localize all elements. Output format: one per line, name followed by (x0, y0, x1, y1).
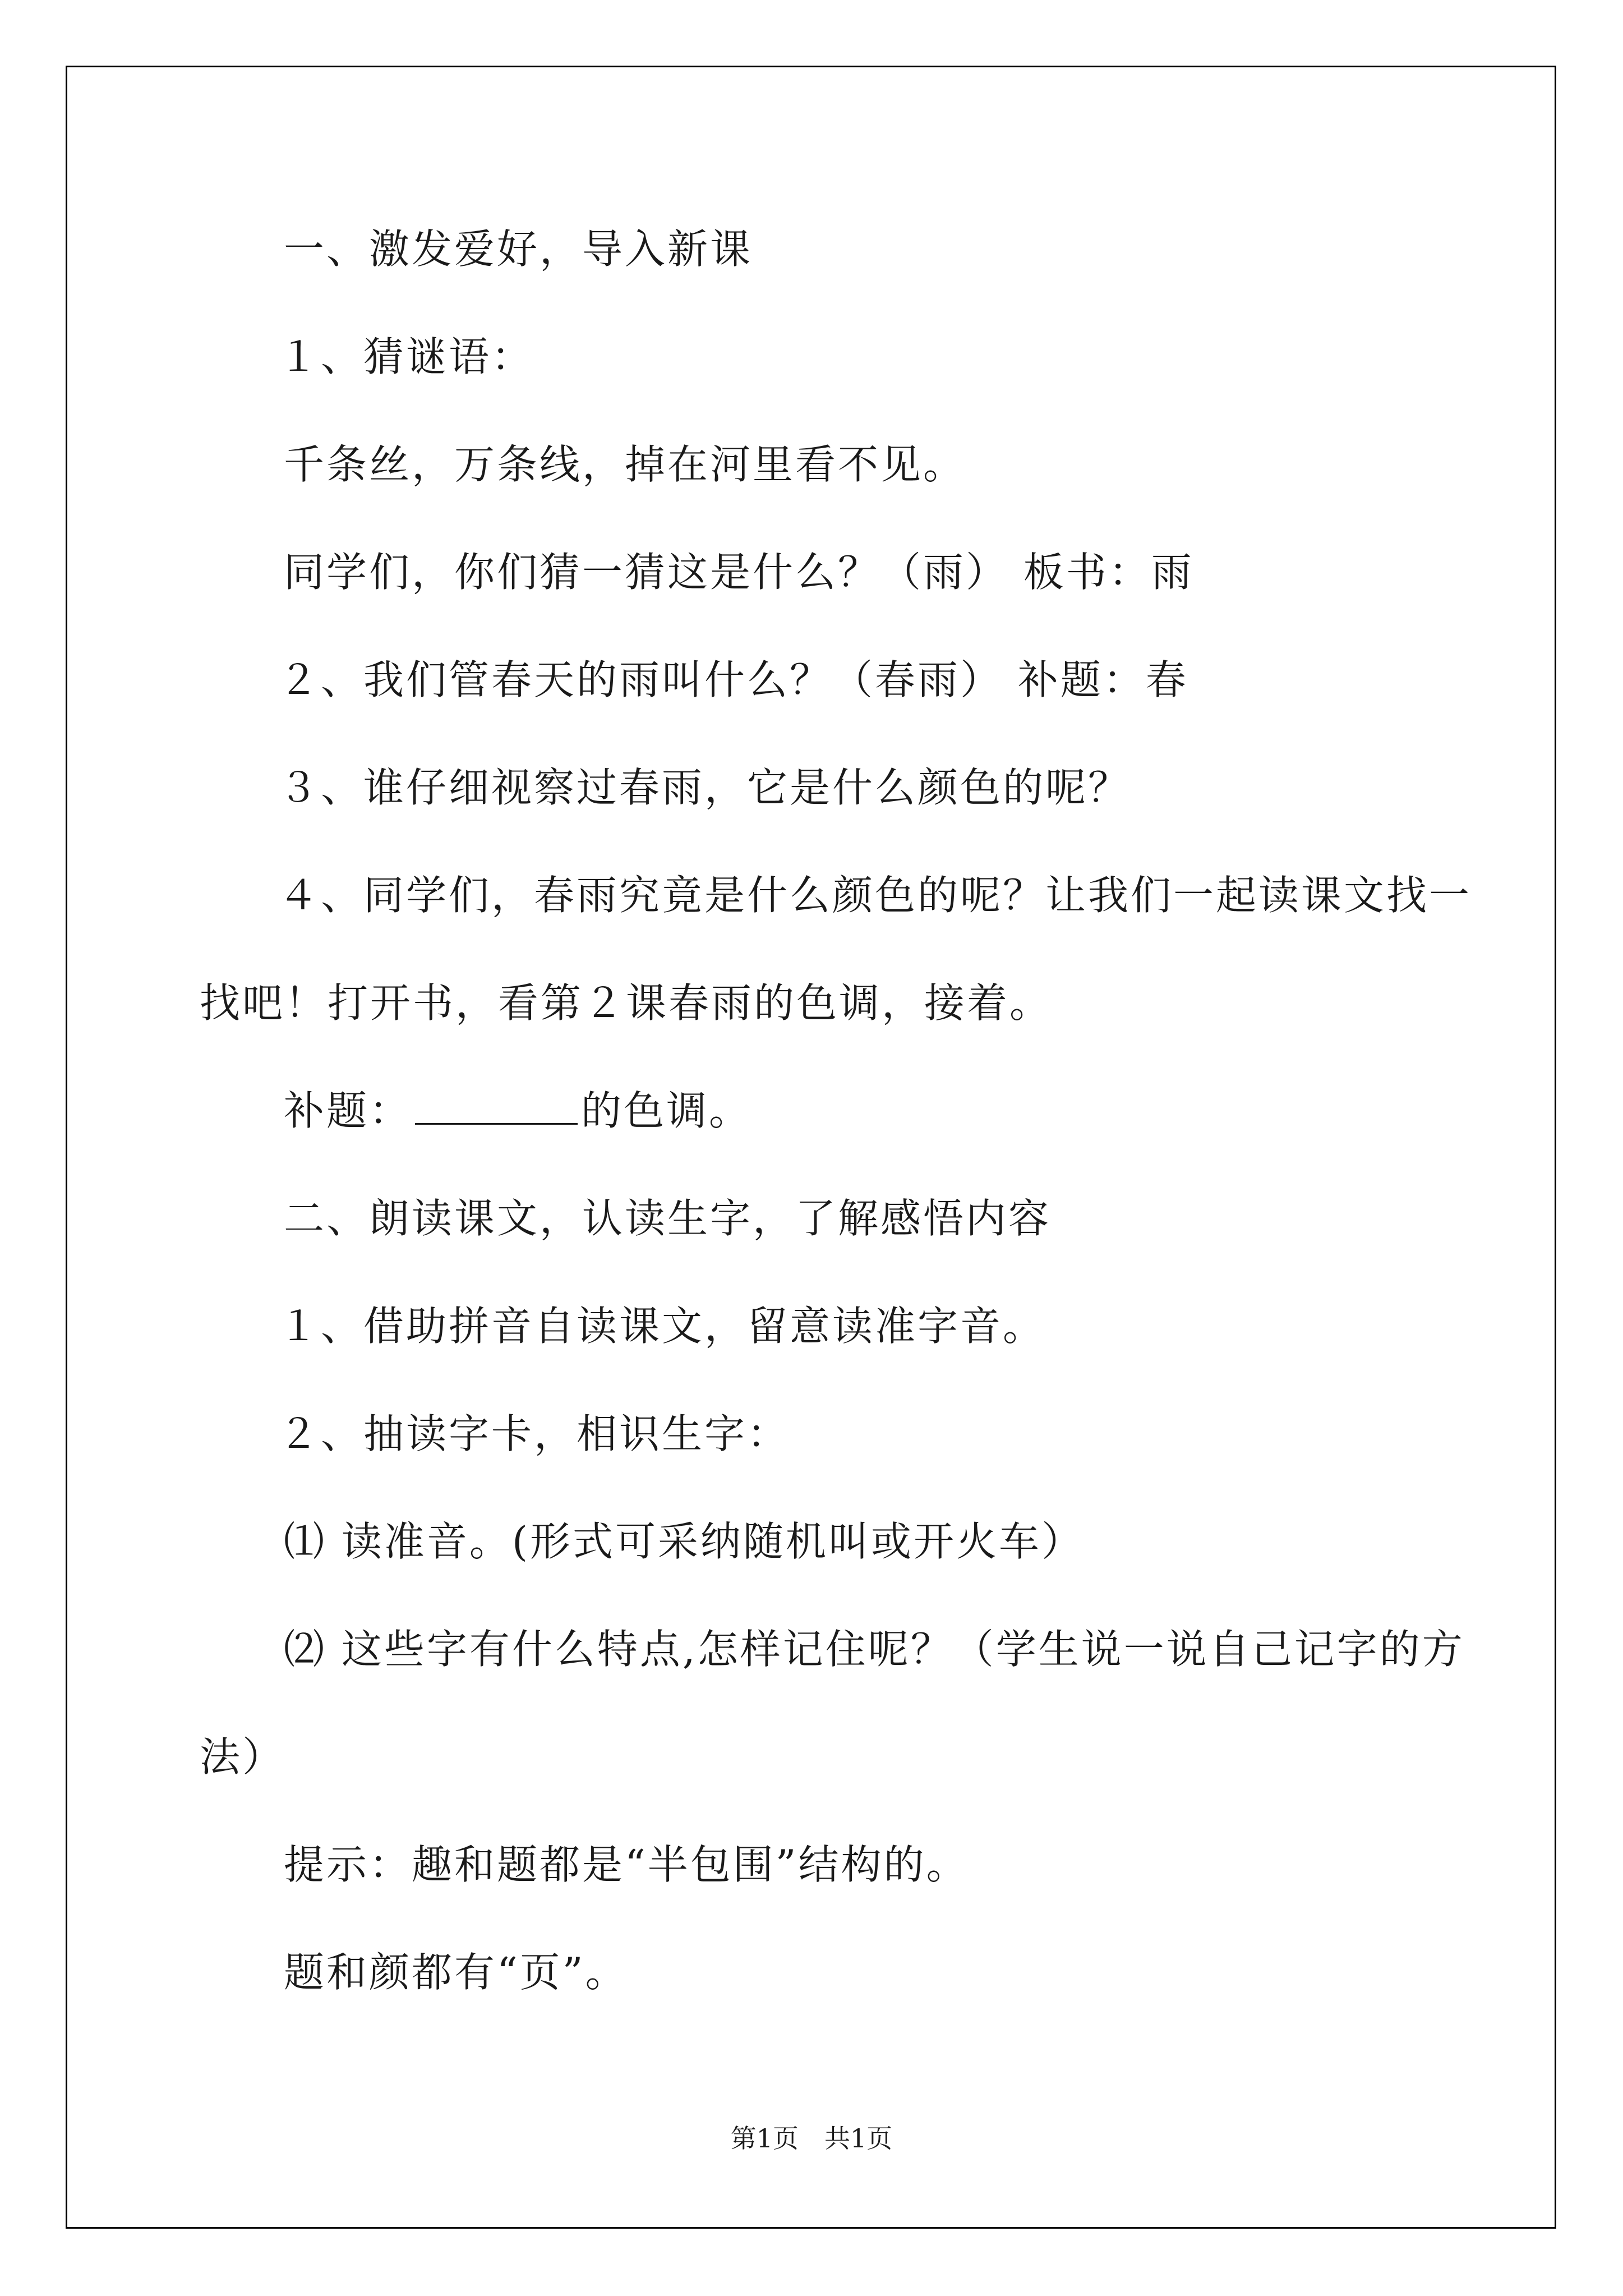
page-border (66, 66, 1556, 2229)
paragraph-fill-blank (284, 1084, 751, 1138)
paragraph-read-text-1: ４、同学们，春雨究竟是什么颜色的呢？让我们一起读课文找一 (278, 872, 1472, 919)
paragraph-guess: 同学们，你们猜一猜这是什么？（雨） 板书：雨 (284, 549, 1194, 596)
paragraph-features-2: 法） (200, 1733, 285, 1780)
fill-blank-prefix: 补题： (284, 1087, 412, 1134)
paragraph-features-1: ⑵ 这些字有什么特点,怎样记住呢？（学生说一说自己记字的方 (284, 1626, 1465, 1673)
paragraph-read-sound: ⑴ 读准音。(形式可采纳随机叫或开火车） (284, 1518, 1084, 1565)
paragraph-observe: ３、谁仔细视察过春雨，它是什么颜色的呢？ (278, 764, 1131, 811)
paragraph-hint: 提示：趣和题都是“半包围”结构的。 (284, 1841, 969, 1888)
page-footer: 第1页 共1页 (730, 2123, 893, 2154)
paragraph-read-text-2: 找吧！打开书，看第２课春雨的色调，接着。 (200, 979, 1053, 1027)
paragraph-spring-rain: ２、我们管春天的雨叫什么？（春雨） 补题：春 (278, 656, 1188, 703)
fill-blank-suffix: 的色调。 (581, 1087, 752, 1134)
paragraph-page-radical: 题和颜都有“页”。 (284, 1949, 628, 1996)
section-heading-2: 二、朗读课文，认读生字，了解感悟内容 (284, 1195, 1052, 1242)
paragraph-pinyin: １、借助拼音自读课文，留意读准字音。 (278, 1303, 1046, 1350)
paragraph-riddle-title: １、猜谜语： (278, 333, 534, 380)
paragraph-word-cards: ２、抽读字卡，相识生字： (278, 1410, 790, 1457)
fill-blank-line (415, 1089, 578, 1125)
paragraph-riddle-text: 千条丝，万条线，掉在河里看不见。 (284, 441, 966, 488)
section-heading-1: 一、激发爱好，导入新课 (284, 226, 753, 273)
